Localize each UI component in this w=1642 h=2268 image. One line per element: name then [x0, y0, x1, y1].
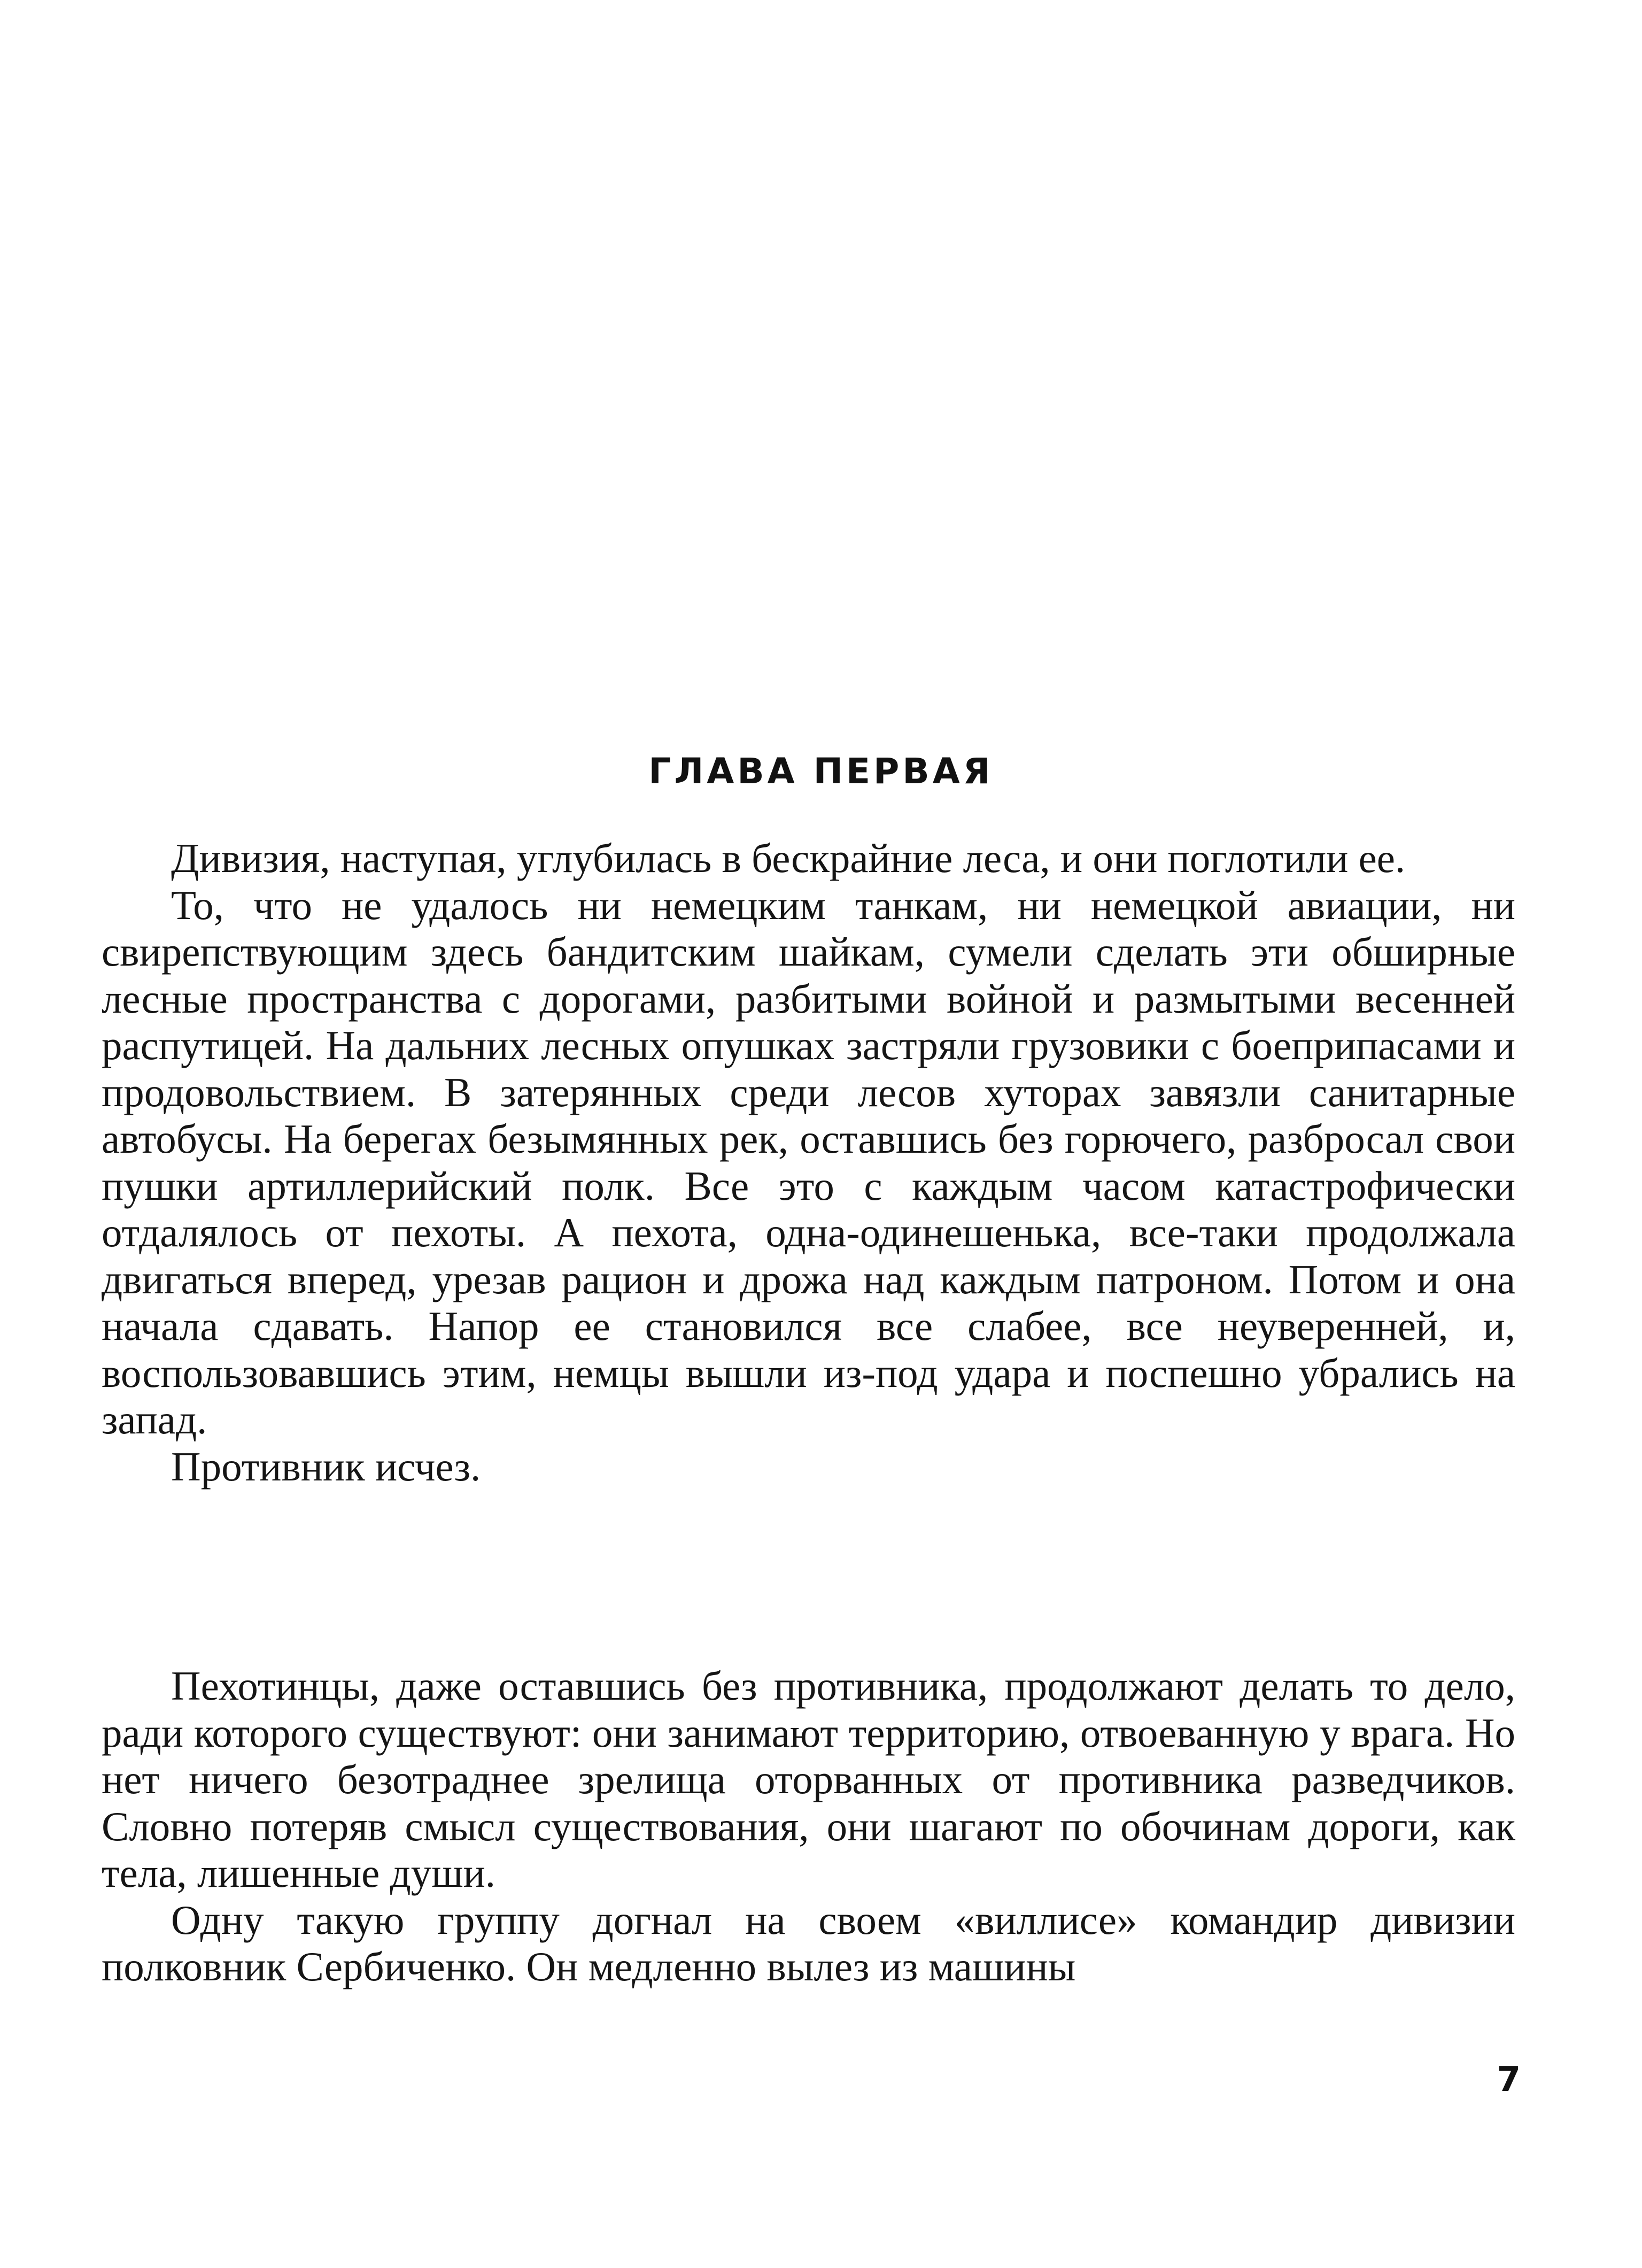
paragraph: Одну такую группу догнал на своем «виллисе» командир дивизии полковник Сербиченко. Он медленно вылез из машины [102, 1896, 1515, 1989]
text-section-2 [102, 1663, 1515, 1991]
text-section-1 [102, 835, 1515, 1490]
paragraph: Пехотинцы, даже оставшись без противника, продолжают делать то дело, ради которого существуют: они занимают территорию, отвоеванную у врага. Но нет ничего безотраднее зрелища оторванных от противника разведчиков. Словно потеряв смысл существования, они шагают по обочинам дороги, как тела, лишенные души. [102, 1663, 1515, 1896]
chapter-title: ГЛАВА ПЕРВАЯ [648, 751, 994, 792]
page-number: 7 [1497, 2060, 1521, 2100]
paragraph: То, что не удалось ни немецким танкам, ни немецкой авиации, ни свирепствующим здесь бандитским шайкам, сумели сделать эти обширные лесные пространства с дорогами, разбитыми войной и размытыми весенней распутицей. На дальних лесных опушках застряли грузовики с боеприпасами и продовольствием. В затерянных среди лесов хуторах завязли санитарные автобусы. На берегах безымянных рек, оставшись без горючего, разбросал свои пушки артиллерийский полк. Все это с каждым часом катастрофически отдалялось от пехоты. А пехота, одна-одинешенька, все-таки продолжала двигаться вперед, урезав рацион и дрожа над каждым патроном. Потом и она начала сдавать. Напор ее становился все слабее, все неуверенней, и, воспользовавшись этим, немцы вышли из-под удара и поспешно убрались на запад. [102, 882, 1515, 1442]
paragraph: Дивизия, наступая, углубилась в бескрайние леса, и они поглотили ее. [171, 835, 1406, 881]
paragraph: Противник исчез. [171, 1443, 481, 1490]
